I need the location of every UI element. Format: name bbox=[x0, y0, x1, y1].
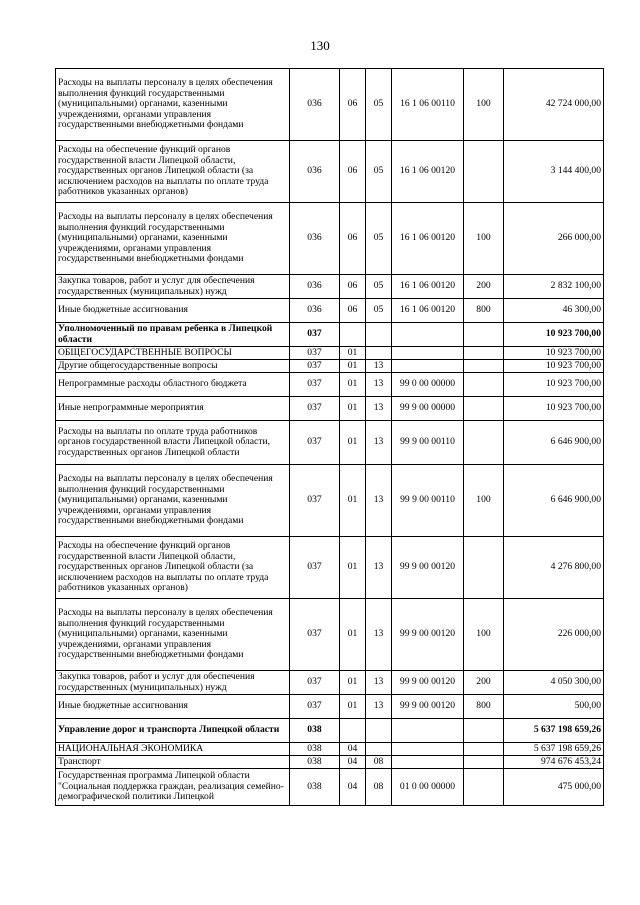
expense-type-code bbox=[464, 719, 504, 743]
target-article-code: 99 9 00 00120 bbox=[392, 671, 464, 695]
subsection-code bbox=[366, 719, 392, 743]
target-article-code bbox=[392, 347, 464, 360]
target-article-code: 01 0 00 00000 bbox=[392, 769, 464, 806]
ministry-code: 037 bbox=[290, 671, 340, 695]
section-code: 01 bbox=[340, 465, 366, 537]
subsection-code: 13 bbox=[366, 397, 392, 421]
table-row bbox=[56, 769, 604, 806]
item-name: Непрограммные расходы областного бюджета bbox=[56, 373, 290, 397]
target-article-code bbox=[392, 360, 464, 373]
item-name: Другие общегосударственные вопросы bbox=[56, 360, 290, 373]
amount: 4 050 300,00 bbox=[504, 671, 604, 695]
subsection-code: 05 bbox=[366, 141, 392, 203]
table-row bbox=[56, 719, 604, 743]
item-name: Расходы на обеспечение функций органов государственной власти Липецкой области, государственных органов Липецкой области (за исключением расходов на выплаты по оплате труда работников указанных органов) bbox=[56, 141, 290, 203]
amount: 500,00 bbox=[504, 695, 604, 719]
item-name: Иные непрограммные мероприятия bbox=[56, 397, 290, 421]
section-code: 01 bbox=[340, 360, 366, 373]
expense-type-code bbox=[464, 360, 504, 373]
item-name: Уполномоченный по правам ребенка в Липецкой области bbox=[56, 323, 290, 347]
subsection-code: 05 bbox=[366, 69, 392, 141]
table-row bbox=[56, 299, 604, 323]
item-name: Транспорт bbox=[56, 756, 290, 769]
item-name: Расходы на обеспечение функций органов государственной власти Липецкой области, государственных органов Липецкой области (за исключением расходов на выплаты по оплате труда работников указанных органов) bbox=[56, 537, 290, 599]
amount: 3 144 400,00 bbox=[504, 141, 604, 203]
table-row bbox=[56, 373, 604, 397]
table-row bbox=[56, 360, 604, 373]
amount: 2 832 100,00 bbox=[504, 275, 604, 299]
target-article-code bbox=[392, 743, 464, 756]
ministry-code: 036 bbox=[290, 141, 340, 203]
ministry-code: 037 bbox=[290, 695, 340, 719]
subsection-code bbox=[366, 743, 392, 756]
ministry-code: 036 bbox=[290, 299, 340, 323]
item-name: Управление дорог и транспорта Липецкой области bbox=[56, 719, 290, 743]
ministry-code: 037 bbox=[290, 323, 340, 347]
expense-type-code: 100 bbox=[464, 465, 504, 537]
target-article-code bbox=[392, 756, 464, 769]
target-article-code: 16 1 06 00120 bbox=[392, 275, 464, 299]
amount: 10 923 700,00 bbox=[504, 360, 604, 373]
table-row bbox=[56, 323, 604, 347]
expense-type-code bbox=[464, 397, 504, 421]
expense-type-code bbox=[464, 743, 504, 756]
amount: 42 724 000,00 bbox=[504, 69, 604, 141]
ministry-code: 037 bbox=[290, 421, 340, 465]
expense-type-code: 100 bbox=[464, 203, 504, 275]
item-name: Расходы на выплаты персоналу в целях обеспечения выполнения функций государственными (муниципальными) органами, казенными учреждениями, органами управления государственными внебюджетными фондами bbox=[56, 599, 290, 671]
expense-type-code bbox=[464, 141, 504, 203]
target-article-code: 99 9 00 00000 bbox=[392, 397, 464, 421]
ministry-code: 036 bbox=[290, 275, 340, 299]
ministry-code: 037 bbox=[290, 347, 340, 360]
ministry-code: 038 bbox=[290, 769, 340, 806]
subsection-code: 13 bbox=[366, 373, 392, 397]
section-code: 01 bbox=[340, 537, 366, 599]
target-article-code: 99 9 00 00120 bbox=[392, 695, 464, 719]
subsection-code: 08 bbox=[366, 769, 392, 806]
section-code: 06 bbox=[340, 141, 366, 203]
amount: 5 637 198 659,26 bbox=[504, 719, 604, 743]
subsection-code: 05 bbox=[366, 275, 392, 299]
table-row bbox=[56, 347, 604, 360]
subsection-code: 13 bbox=[366, 599, 392, 671]
subsection-code: 13 bbox=[366, 537, 392, 599]
item-name: Расходы на выплаты персоналу в целях обеспечения выполнения функций государственными (муниципальными) органами, казенными учреждениями, органами управления государственными внебюджетными фондами bbox=[56, 203, 290, 275]
budget-table bbox=[55, 68, 604, 806]
ministry-code: 037 bbox=[290, 360, 340, 373]
section-code: 06 bbox=[340, 299, 366, 323]
table-row bbox=[56, 69, 604, 141]
item-name: Закупка товаров, работ и услуг для обеспечения государственных (муниципальных) нужд bbox=[56, 275, 290, 299]
target-article-code: 99 9 00 00120 bbox=[392, 537, 464, 599]
expense-type-code: 800 bbox=[464, 695, 504, 719]
section-code: 01 bbox=[340, 671, 366, 695]
amount: 6 646 900,00 bbox=[504, 465, 604, 537]
expense-type-code: 200 bbox=[464, 671, 504, 695]
table-row bbox=[56, 537, 604, 599]
target-article-code: 99 9 00 00120 bbox=[392, 599, 464, 671]
item-name: ОБЩЕГОСУДАРСТВЕННЫЕ ВОПРОСЫ bbox=[56, 347, 290, 360]
amount: 266 000,00 bbox=[504, 203, 604, 275]
ministry-code: 037 bbox=[290, 599, 340, 671]
expense-type-code: 200 bbox=[464, 275, 504, 299]
table-row bbox=[56, 599, 604, 671]
expense-type-code bbox=[464, 373, 504, 397]
amount: 4 276 800,00 bbox=[504, 537, 604, 599]
subsection-code: 13 bbox=[366, 671, 392, 695]
table-row bbox=[56, 671, 604, 695]
ministry-code: 036 bbox=[290, 69, 340, 141]
ministry-code: 037 bbox=[290, 397, 340, 421]
amount: 226 000,00 bbox=[504, 599, 604, 671]
table-row bbox=[56, 743, 604, 756]
target-article-code: 99 9 00 00110 bbox=[392, 465, 464, 537]
subsection-code bbox=[366, 323, 392, 347]
item-name: Государственная программа Липецкой области "Социальная поддержка граждан, реализация семейно-демографической политики Липецкой bbox=[56, 769, 290, 806]
ministry-code: 037 bbox=[290, 465, 340, 537]
expense-type-code: 100 bbox=[464, 599, 504, 671]
expense-type-code bbox=[464, 537, 504, 599]
section-code: 04 bbox=[340, 769, 366, 806]
item-name: Иные бюджетные ассигнования bbox=[56, 299, 290, 323]
table-row bbox=[56, 756, 604, 769]
section-code: 01 bbox=[340, 347, 366, 360]
target-article-code: 16 1 06 00120 bbox=[392, 203, 464, 275]
section-code: 01 bbox=[340, 397, 366, 421]
subsection-code: 08 bbox=[366, 756, 392, 769]
target-article-code: 16 1 06 00120 bbox=[392, 299, 464, 323]
target-article-code: 99 0 00 00000 bbox=[392, 373, 464, 397]
page-number: 130 bbox=[310, 38, 330, 53]
subsection-code bbox=[366, 347, 392, 360]
subsection-code: 13 bbox=[366, 360, 392, 373]
table-row bbox=[56, 421, 604, 465]
ministry-code: 038 bbox=[290, 743, 340, 756]
amount: 475 000,00 bbox=[504, 769, 604, 806]
section-code: 06 bbox=[340, 69, 366, 141]
expense-type-code: 800 bbox=[464, 299, 504, 323]
item-name: НАЦИОНАЛЬНАЯ ЭКОНОМИКА bbox=[56, 743, 290, 756]
subsection-code: 13 bbox=[366, 695, 392, 719]
ministry-code: 037 bbox=[290, 537, 340, 599]
target-article-code: 99 9 00 00110 bbox=[392, 421, 464, 465]
expense-type-code bbox=[464, 756, 504, 769]
item-name: Закупка товаров, работ и услуг для обеспечения государственных (муниципальных) нужд bbox=[56, 671, 290, 695]
item-name: Расходы на выплаты по оплате труда работников органов государственной власти Липецкой области, государственных органов Липецкой области bbox=[56, 421, 290, 465]
table-row bbox=[56, 465, 604, 537]
amount: 10 923 700,00 bbox=[504, 373, 604, 397]
ministry-code: 038 bbox=[290, 719, 340, 743]
table-row bbox=[56, 141, 604, 203]
ministry-code: 036 bbox=[290, 203, 340, 275]
section-code bbox=[340, 323, 366, 347]
section-code: 06 bbox=[340, 203, 366, 275]
expense-type-code bbox=[464, 347, 504, 360]
expense-type-code bbox=[464, 769, 504, 806]
subsection-code: 13 bbox=[366, 465, 392, 537]
section-code: 04 bbox=[340, 756, 366, 769]
ministry-code: 037 bbox=[290, 373, 340, 397]
target-article-code bbox=[392, 719, 464, 743]
section-code: 01 bbox=[340, 599, 366, 671]
target-article-code: 16 1 06 00110 bbox=[392, 69, 464, 141]
item-name: Расходы на выплаты персоналу в целях обеспечения выполнения функций государственными (муниципальными) органами, казенными учреждениями, органами управления государственными внебюджетными фондами bbox=[56, 69, 290, 141]
amount: 46 300,00 bbox=[504, 299, 604, 323]
amount: 10 923 700,00 bbox=[504, 347, 604, 360]
target-article-code: 16 1 06 00120 bbox=[392, 141, 464, 203]
section-code: 04 bbox=[340, 743, 366, 756]
section-code: 01 bbox=[340, 421, 366, 465]
table-row bbox=[56, 275, 604, 299]
item-name: Иные бюджетные ассигнования bbox=[56, 695, 290, 719]
expense-type-code bbox=[464, 323, 504, 347]
amount: 10 923 700,00 bbox=[504, 397, 604, 421]
item-name: Расходы на выплаты персоналу в целях обеспечения выполнения функций государственными (муниципальными) органами, казенными учреждениями, органами управления государственными внебюджетными фондами bbox=[56, 465, 290, 537]
subsection-code: 05 bbox=[366, 299, 392, 323]
table-row bbox=[56, 203, 604, 275]
subsection-code: 05 bbox=[366, 203, 392, 275]
table-row bbox=[56, 695, 604, 719]
section-code: 01 bbox=[340, 695, 366, 719]
section-code bbox=[340, 719, 366, 743]
amount: 5 637 198 659,26 bbox=[504, 743, 604, 756]
section-code: 06 bbox=[340, 275, 366, 299]
subsection-code: 13 bbox=[366, 421, 392, 465]
amount: 974 676 453,24 bbox=[504, 756, 604, 769]
amount: 6 646 900,00 bbox=[504, 421, 604, 465]
table-row bbox=[56, 397, 604, 421]
expense-type-code bbox=[464, 421, 504, 465]
amount: 10 923 700,00 bbox=[504, 323, 604, 347]
expense-type-code: 100 bbox=[464, 69, 504, 141]
budget-rows bbox=[56, 69, 604, 806]
ministry-code: 038 bbox=[290, 756, 340, 769]
target-article-code bbox=[392, 323, 464, 347]
section-code: 01 bbox=[340, 373, 366, 397]
